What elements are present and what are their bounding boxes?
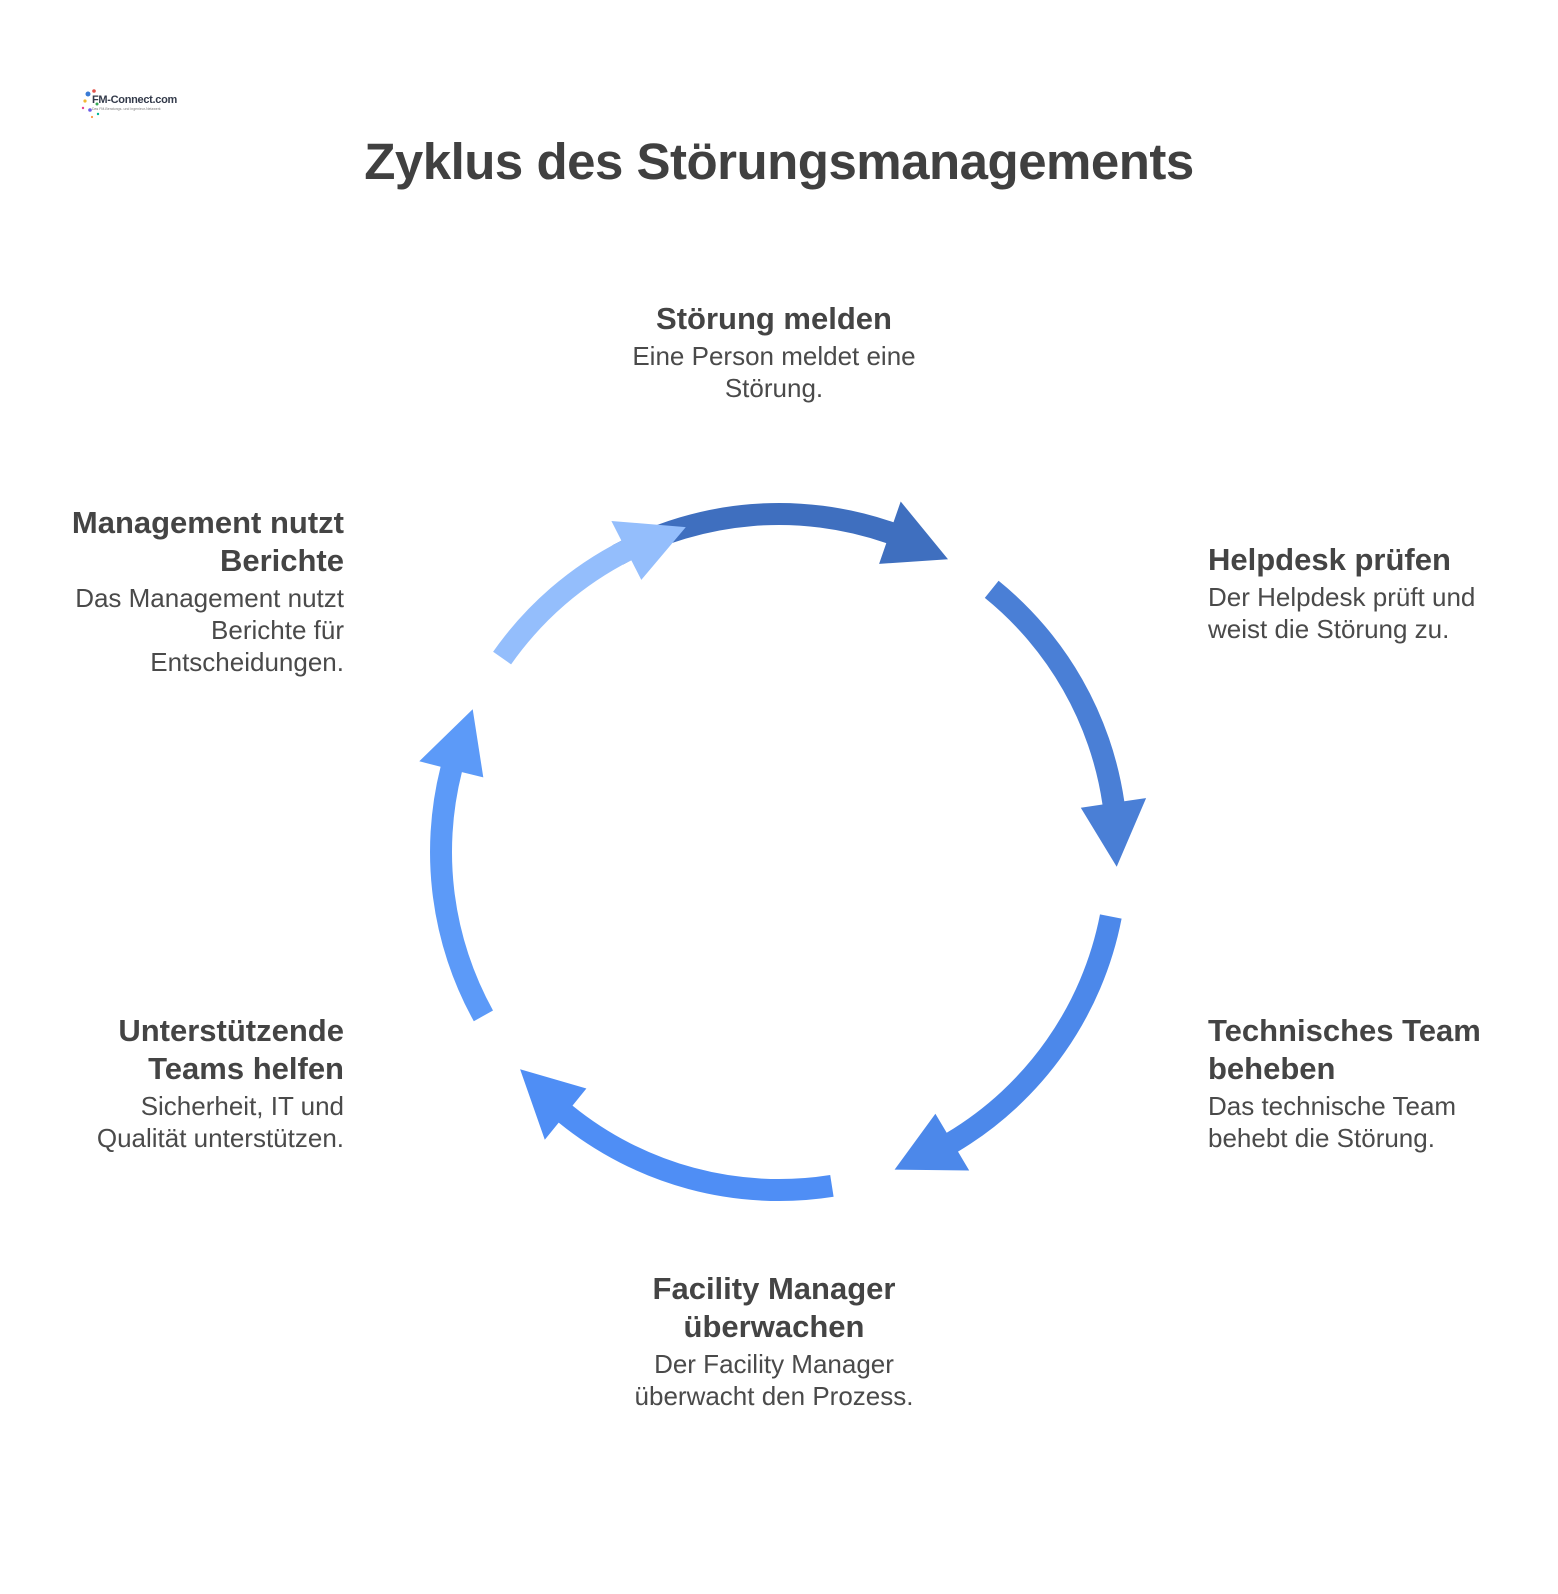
cycle-arrow-2 xyxy=(985,581,1146,867)
cycle-arrow-4 xyxy=(520,1069,834,1201)
cycle-arrow-6 xyxy=(493,521,686,664)
logo-brand: FM-Connect.com xyxy=(92,94,178,106)
page-title: Zyklus des Störungsmanagements xyxy=(364,133,1194,190)
cycle-arrow-3 xyxy=(895,914,1122,1170)
step-description: Der Helpdesk prüft und weist die Störung zu. xyxy=(1208,582,1476,644)
cycle-arrow-5 xyxy=(419,709,493,1021)
step-title: Helpdesk prüfen xyxy=(1208,542,1451,577)
step-unterstuetzende-teams-helfen xyxy=(44,1012,344,1154)
step-facility-manager-ueberwachen xyxy=(624,1270,924,1412)
step-title: Störung melden xyxy=(656,301,892,336)
step-description: Das Management nutzt Berichte für Entscheidungen. xyxy=(75,583,344,677)
step-description: Sicherheit, IT und Qualität unterstützen. xyxy=(96,1091,344,1153)
logo-tagline: Das FM-Beratungs- und Ingenieur-Netzwerk xyxy=(92,107,161,111)
step-description: Eine Person meldet eine Störung. xyxy=(632,341,916,403)
step-title: Technisches Team beheben xyxy=(1208,1013,1481,1086)
step-stoerung-melden xyxy=(624,300,924,404)
step-title: Management nutzt Berichte xyxy=(71,505,344,578)
step-helpdesk-pruefen xyxy=(1208,541,1508,645)
step-technisches-team-beheben xyxy=(1208,1012,1508,1154)
step-management-nutzt-berichte xyxy=(44,504,344,678)
step-description: Der Facility Manager überwacht den Prozess. xyxy=(634,1349,914,1411)
step-title: Facility Manager überwachen xyxy=(652,1271,896,1344)
step-description: Das technische Team behebt die Störung. xyxy=(1208,1091,1457,1153)
step-title: Unterstützende Teams helfen xyxy=(118,1013,344,1086)
